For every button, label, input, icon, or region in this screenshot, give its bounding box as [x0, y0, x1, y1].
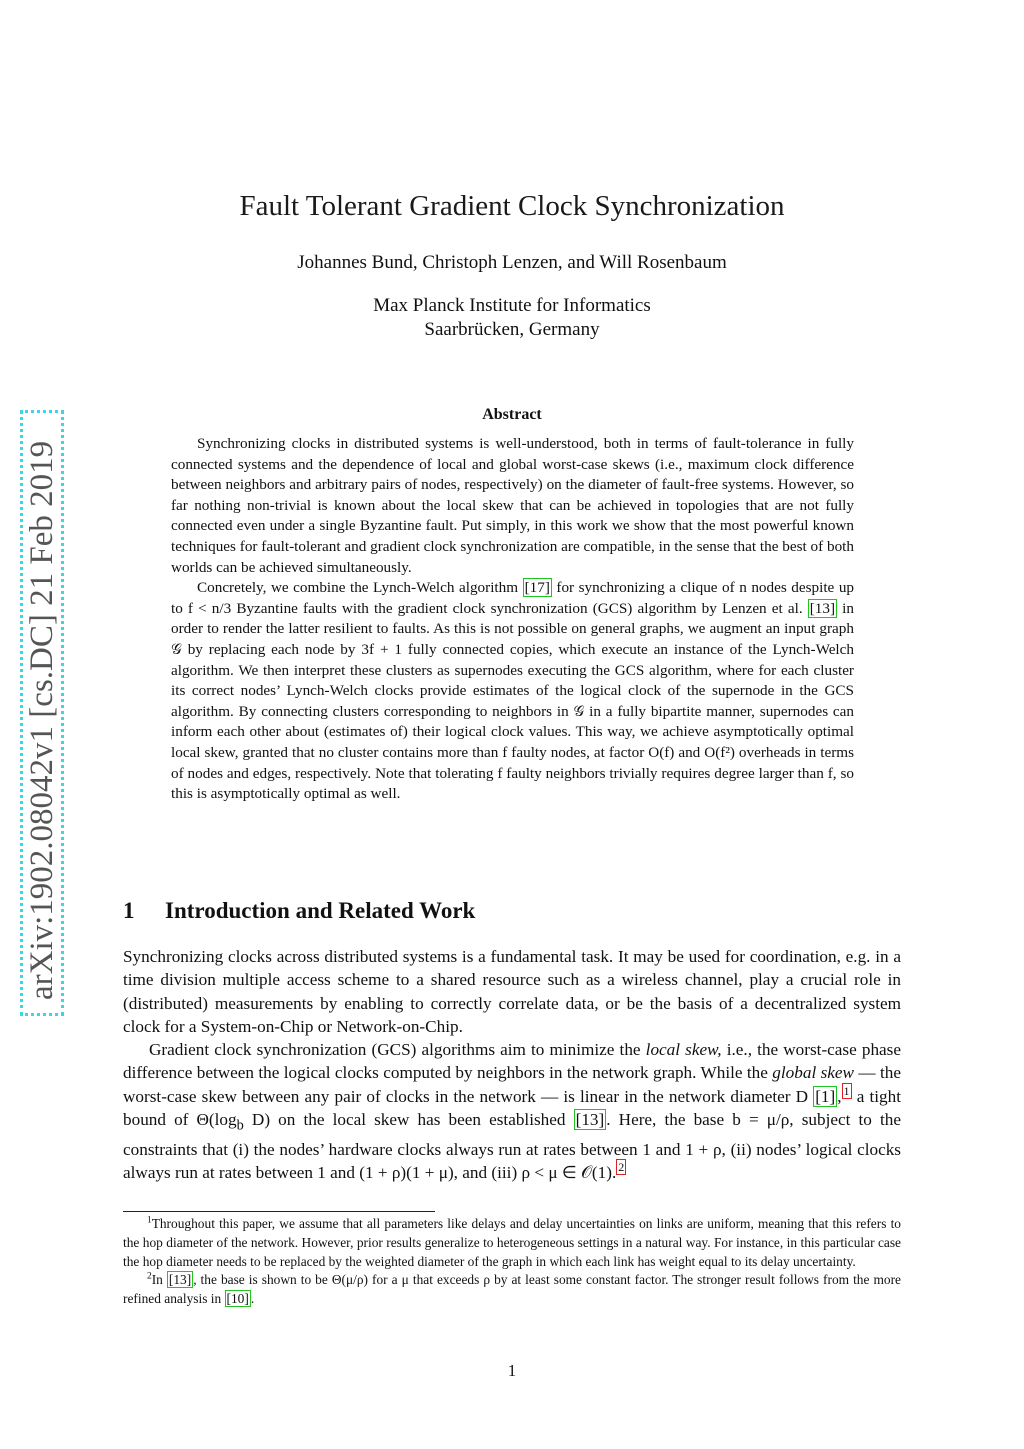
text-span: for synchronizing a clique of n nodes despite up to f < n/3 Byzantine faults with the gradient clock synchronization (GCS) algorithm by Lenzen et al. — [171, 579, 855, 617]
citation-link[interactable]: [1] — [815, 1086, 836, 1106]
citation-link[interactable]: [13] — [575, 1110, 605, 1130]
text-span: Gradient clock synchronization (GCS) algorithms aim to minimize the — [149, 1040, 646, 1060]
affiliation-location: Saarbrücken, Germany — [424, 319, 600, 340]
emphasis-global-skew: global skew — [772, 1063, 855, 1083]
text-span: In — [151, 1272, 167, 1288]
affiliation-institute: Max Planck Institute for Informatics — [373, 295, 651, 316]
citation-link[interactable]: [17] — [524, 579, 550, 597]
text-span: in order to render the latter resilient to faults. As this is not possible on general graphs, we augment an input graph 𝒢 by replacing each node by 3f + 1 fully connected copies, which execute an instance of the Lynch-Welch algorithm. We then interpret these clusters as supernodes executing the GCS algorithm, where for each cluster its correct nodes’ Lynch-Welch clocks provide estimates of the logical clock of the supernode in the GCS algorithm. By connecting clusters corresponding to neighbors in 𝒢 in a fully bipartite manner, supernodes can inform each other about (estimates of) their logical clock values. This way, we achieve asymptotically optimal local skew, granted that no cluster contains more than f faulty nodes, at factor O(f) and O(f²) overheads in terms of nodes and edges, respectively. Note that tolerating f faulty neighbors trivially requires degree larger than f, so this is asymptotically optimal as well. — [171, 599, 854, 803]
body-paragraph: Synchronizing clocks across distributed systems is a fundamental task. It may be used for coordination, e.g. in a time division multiple access scheme to a shared resource such as a wireless channel, play a crucial role in (distributed) measurements by enabling to correctly correlate data, or be the basis of a decentralized system clock for a System-on-Chip or Network-on-Chip. — [123, 947, 901, 1036]
footnote-ref-2[interactable]: 2 — [618, 1160, 625, 1175]
abstract-paragraph: Synchronizing clocks in distributed systems is well-understood, both in terms of fault-tolerance in fully connected systems and the dependence of local and global worst-case skews (i.e., maximum clock difference between neighbors and arbitrary pairs of nodes, respectively) on the diameter of fault-free systems. However, so far nothing non-trivial is known about the local skew that can be achieved in topologies that are not fully connected even under a single Byzantine fault. Put simply, in this work we show that the most powerful known techniques for fault-tolerant and gradient clock synchronization are compatible, in the sense that the best of both worlds can be achieved simultaneously. — [171, 435, 854, 576]
text-span: a tight bound of Θ(log — [123, 1086, 901, 1130]
emphasis-local-skew: local skew, — [645, 1040, 722, 1060]
affiliation — [120, 294, 904, 342]
abstract-body — [171, 434, 854, 805]
text-span: i.e., the worst-case phase difference between the logical clocks computed by neighbors in the network graph. While the — [123, 1040, 901, 1083]
arxiv-identifier[interactable]: arXiv:1902.08042v1 [cs.DC] 21 Feb 2019 — [24, 440, 60, 1000]
section-number: 1 — [123, 898, 135, 923]
footnote-2 — [123, 1271, 901, 1309]
text-span: D) on the local skew has been established — [243, 1110, 574, 1130]
footnote-rule — [123, 1211, 435, 1212]
text-span: — the worst-case skew between any pair of clocks in the network — is linear in the network diameter D — [123, 1063, 901, 1106]
footnote-mark: 1 — [147, 1215, 152, 1226]
footnotes — [123, 1215, 901, 1309]
paper-title: Fault Tolerant Gradient Clock Synchronization — [239, 190, 785, 222]
body-text — [123, 945, 901, 1184]
text-span: . Here, the base b = μ/ρ, subject to the constraints that (i) the nodes’ hardware clocks always run at rates between 1 and 1 + ρ, (ii) nodes’ logical clocks always run at rates between 1 and (1 + ρ)(1 + μ), and (iii) ρ < μ ∈ 𝒪(1). — [123, 1110, 902, 1183]
footnote-ref-1[interactable]: 1 — [843, 1084, 850, 1099]
page-number: 1 — [507, 1361, 517, 1380]
citation-link[interactable]: [13] — [809, 599, 836, 617]
section-title: Introduction and Related Work — [165, 898, 476, 923]
footnote-1 — [123, 1215, 901, 1271]
footnote-text: Throughout this paper, we assume that all parameters like delays and delay uncertainties on links are uniform, meaning that this refers to the hop diameter of the network. However, prior results generalize to heterogeneous settings in a natural way. For instance, in this particular case the hop diameter needs to be replaced by the weighted diameter of the graph in which each link has weight equal to its delay uncertainty. — [123, 1216, 901, 1269]
text-span: , the base is shown to be Θ(μ/ρ) for a μ that exceeds ρ by at least some constant factor. The stronger result follows from the more refined analysis in — [123, 1272, 901, 1307]
abstract-heading: Abstract — [482, 406, 542, 423]
body-paragraph: Gradient clock synchronization (GCS) algorithms aim to minimize the local skew, i.e., the worst-case phase difference between the logical clocks computed by neighbors in the network graph. While the global skew — the worst-case skew between any pair of clocks in the network — is linear in the network diameter D [1] , $^1$ a tight bound of $\Theta(\log_b$ D) on the local skew has been established [13] . Here, the base b = μ/ρ, subject to the constraints that (i) the nodes’ hardware clocks always run at rates between 1 and 1 + ρ, (ii) nodes’ logical clocks always run at rates between 1 and (1 + ρ)(1 + μ), and (iii) ρ < μ ∈ 𝒪(1). $^2$ — [123, 1040, 902, 1183]
subscript-b: b — [236, 1117, 244, 1134]
paper-authors: Johannes Bund, Christoph Lenzen, and Will Rosenbaum — [297, 252, 727, 273]
text-span: Concretely, we combine the Lynch-Welch algorithm — [197, 579, 523, 597]
text-span: . — [250, 1291, 255, 1307]
citation-link[interactable]: [13] — [168, 1272, 192, 1288]
citation-link[interactable]: [10] — [226, 1291, 249, 1307]
footnote-mark: 2 — [147, 1271, 152, 1282]
section-heading — [123, 898, 475, 924]
abstract-paragraph — [171, 578, 854, 805]
